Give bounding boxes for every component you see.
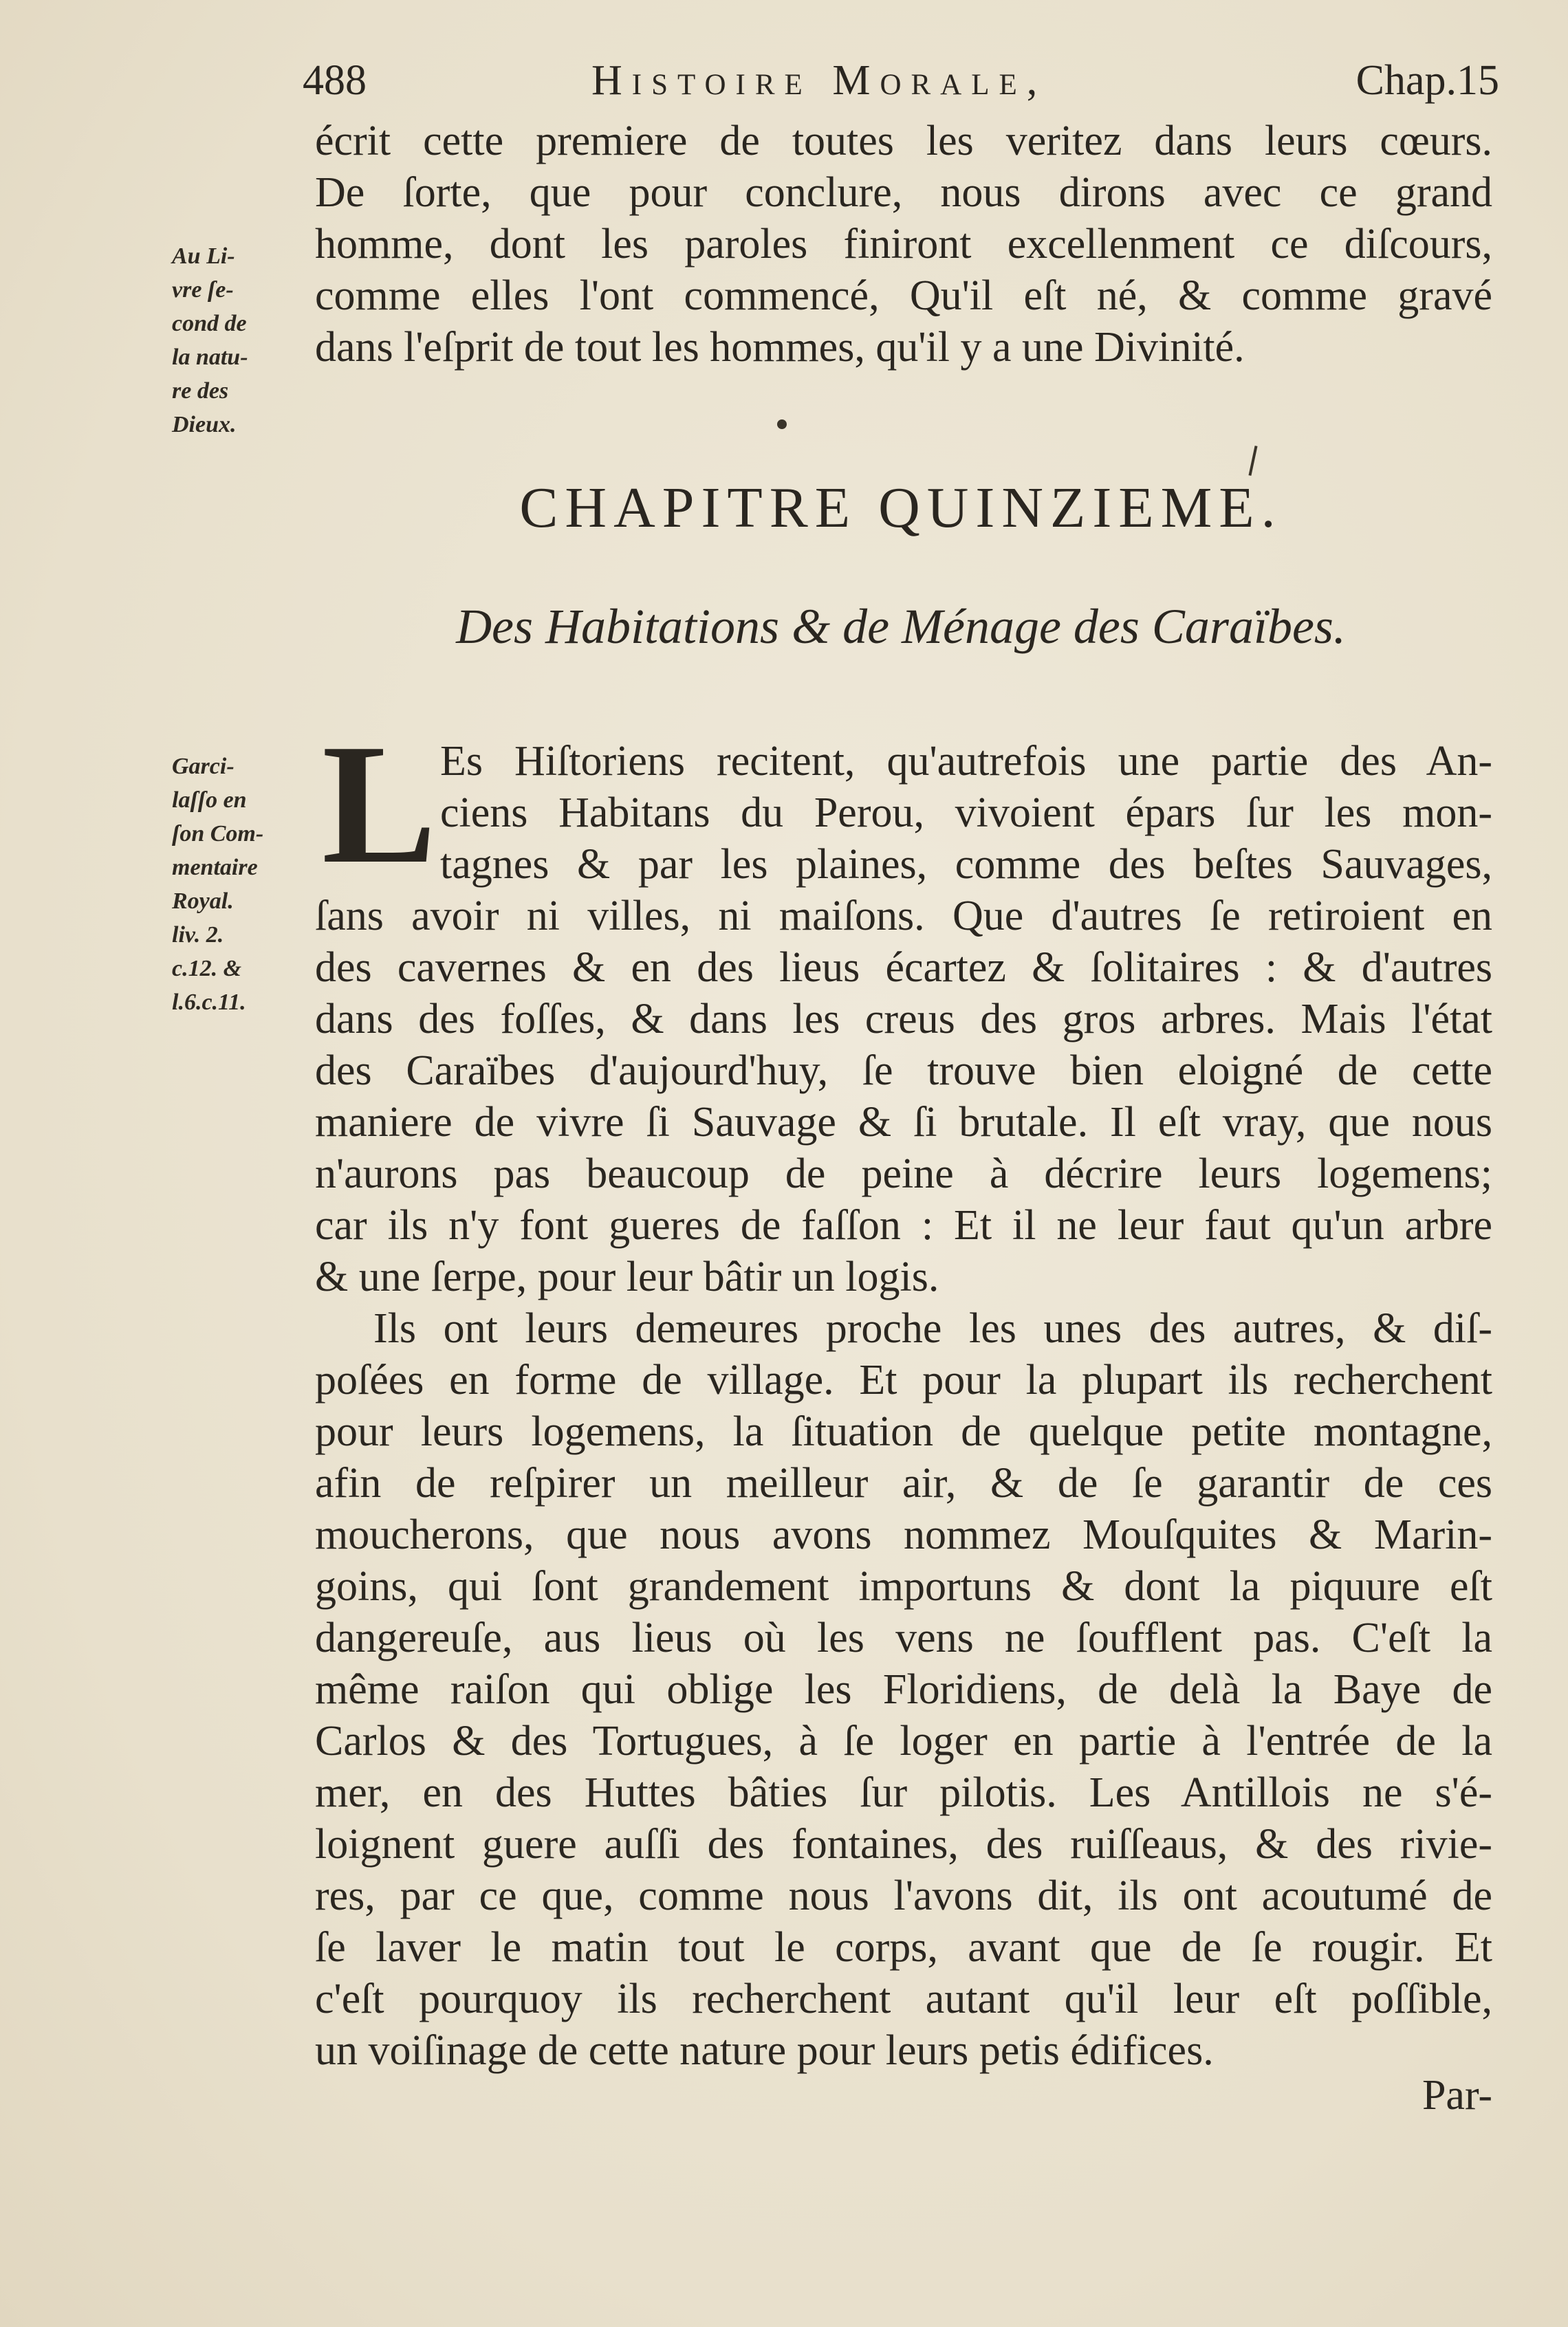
text-line: dans des foſſes, & dans les creus des gros arbres. Mais l'état <box>315 996 1492 1042</box>
paragraph-1-body <box>315 891 1492 1303</box>
margin-note-line: re des <box>172 378 229 404</box>
margin-note-line: c.12. & <box>172 956 242 981</box>
margin-note-cicero <box>172 239 309 441</box>
text-line: De ſorte, que pour conclure, nous dirons avec ce grand <box>315 169 1492 216</box>
chapter-reference: Chap.15 <box>1355 57 1499 104</box>
text-line: ciens Habitans du Perou, vivoient épars ſur les mon- <box>440 789 1492 836</box>
margin-note-line: Royal. <box>172 888 234 914</box>
margin-note-line: Au Li- <box>172 243 235 269</box>
margin-note-line: ſon Com- <box>172 821 264 846</box>
text-line: Es Hiſtoriens recitent, qu'autrefois une partie des An- <box>440 738 1492 785</box>
text-line: tagnes & par les plaines, comme des beſtes Sauvages, <box>440 841 1492 888</box>
text-line: ſans avoir ni villes, ni maiſons. Que d'autres ſe retiroient en <box>315 893 1492 939</box>
text-line: mer, en des Huttes bâties ſur pilotis. Les Antillois ne s'é- <box>315 1769 1492 1816</box>
catchword: Par- <box>1422 2072 1492 2119</box>
chapter-subtitle: Des Habitations & de Ménage des Caraïbes. <box>456 599 1346 654</box>
margin-note-line: la natu- <box>172 345 248 370</box>
text-line: pour leurs logemens, la ſituation de quelque petite montagne, <box>315 1408 1492 1455</box>
margin-note-line: l.6.c.11. <box>172 990 246 1015</box>
opening-passage <box>315 116 1492 373</box>
text-line: dans l'eſprit de tout les hommes, qu'il y a une Divinité. <box>315 324 1245 371</box>
chapter-title: CHAPITRE QUINZIEME. <box>519 476 1283 540</box>
margin-note-line: mentaire <box>172 855 258 880</box>
text-line: Carlos & des Tortugues, à ſe loger en partie à l'entrée de la <box>315 1718 1492 1765</box>
text-line: poſées en forme de village. Et pour la plupart ils recherchent <box>315 1357 1492 1403</box>
text-line: écrit cette premiere de toutes les veritez dans leurs cœurs. <box>315 118 1492 164</box>
text-line: res, par ce que, comme nous l'avons dit, ils ont acoutumé de <box>315 1872 1492 1919</box>
margin-note-line: Garci- <box>172 754 235 779</box>
text-line: Ils ont leurs demeures proche les unes des autres, & diſ- <box>373 1305 1492 1352</box>
paragraph-1-head <box>440 736 1492 891</box>
text-line: afin de reſpirer un meilleur air, & de ſe garantir de ces <box>315 1460 1492 1507</box>
page-number: 488 <box>303 57 367 104</box>
text-line: même raiſon qui oblige les Floridiens, de delà la Baye de <box>315 1666 1492 1713</box>
text-line: moucherons, que nous avons nommez Mouſquites & Marin- <box>315 1511 1492 1558</box>
text-line: maniere de vivre ſi Sauvage & ſi brutale. Il eſt vray, que nous <box>315 1099 1492 1146</box>
text-line: des cavernes & en des lieus écartez & ſolitaires : & d'autres <box>315 944 1492 991</box>
text-line: loignent guere auſſi des fontaines, des ruiſſeaus, & des rivie- <box>315 1821 1492 1868</box>
text-line: comme elles l'ont commencé, Qu'il eſt né, & comme gravé <box>315 272 1492 319</box>
running-head <box>303 56 1499 105</box>
margin-note-line: laſſo en <box>172 787 247 813</box>
text-line: c'eſt pourquoy ils recherchent autant qu'il leur eſt poſſible, <box>315 1976 1492 2022</box>
paragraph-2 <box>315 1303 1492 2077</box>
text-line: n'aurons pas beaucoup de peine à décrire leurs logemens; <box>315 1150 1492 1197</box>
margin-note-line: cond de <box>172 311 247 336</box>
text-line: dangereuſe, aus lieus où les vens ne ſoufflent pas. C'eſt la <box>315 1615 1492 1661</box>
text-line: ſe laver le matin tout le corps, avant que de ſe rougir. Et <box>315 1924 1492 1971</box>
running-title: Histoire Morale, <box>591 57 1047 104</box>
margin-note-line: vre ſe- <box>172 277 234 303</box>
drop-cap: L <box>322 709 437 899</box>
text-line: goins, qui ſont grandement importuns & dont la piquure eſt <box>315 1563 1492 1610</box>
text-line: un voiſinage de cette nature pour leurs petis édifices. <box>315 2027 1214 2074</box>
ink-mark <box>777 419 787 429</box>
margin-note-garcilasso <box>172 750 309 1019</box>
text-line: des Caraïbes d'aujourd'huy, ſe trouve bien eloigné de cette <box>315 1047 1492 1094</box>
margin-note-line: Dieux. <box>172 412 237 437</box>
text-line: car ils n'y font gueres de faſſon : Et il ne leur faut qu'un arbre <box>315 1202 1492 1249</box>
text-line: homme, dont les paroles finiront excellenment ce diſcours, <box>315 221 1492 267</box>
margin-note-line: liv. 2. <box>172 922 224 948</box>
ink-mark <box>1248 446 1257 476</box>
text-line: & une ſerpe, pour leur bâtir un logis. <box>315 1254 939 1300</box>
